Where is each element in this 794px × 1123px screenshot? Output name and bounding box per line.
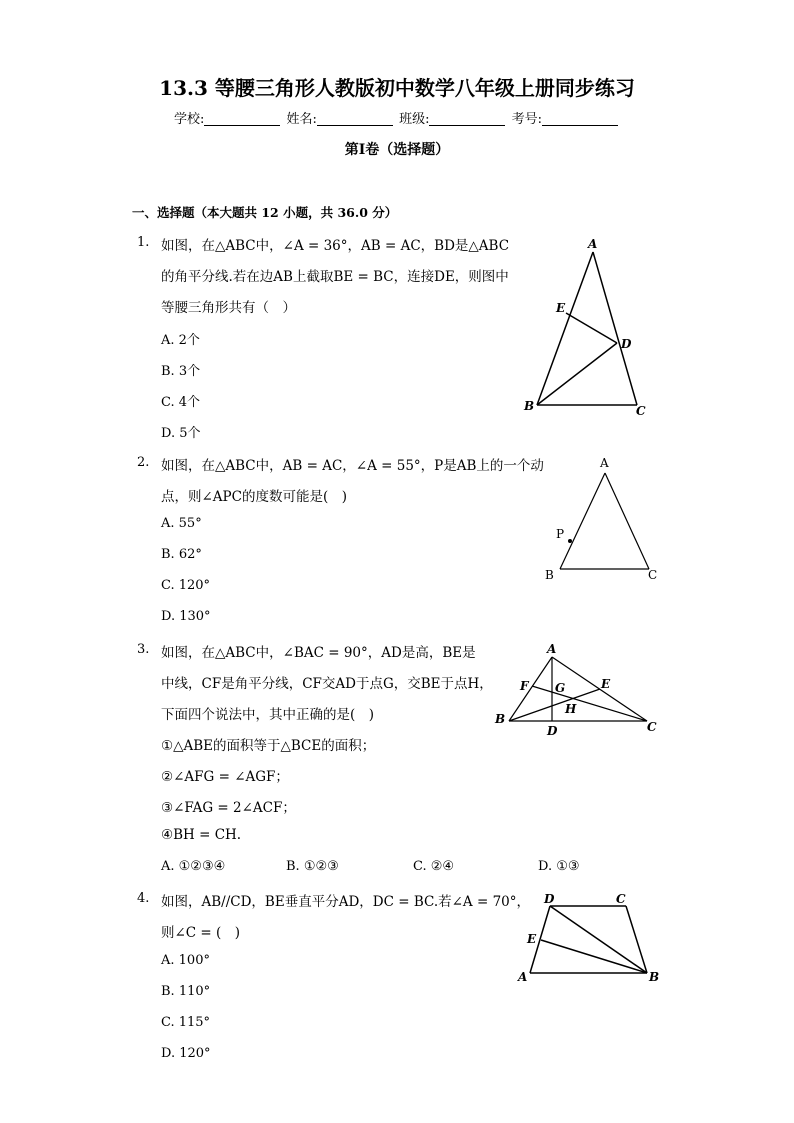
option-d[interactable]: D. 130° bbox=[161, 609, 211, 624]
option-b[interactable]: B. 110° bbox=[161, 984, 211, 999]
option-d[interactable]: D. 5个 bbox=[161, 426, 201, 441]
question-number: 3. bbox=[137, 642, 150, 657]
part-heading: 第Ⅰ卷（选择题） bbox=[344, 142, 450, 158]
option-d[interactable]: D. 120° bbox=[161, 1046, 211, 1061]
statement-4: ④BH = CH. bbox=[161, 827, 242, 843]
option-c[interactable]: C. 4个 bbox=[161, 395, 201, 410]
document-title: 13.3 等腰三角形人教版初中数学八年级上册同步练习 bbox=[159, 76, 635, 100]
option-b[interactable]: B. 62° bbox=[161, 547, 202, 562]
figure-label: A bbox=[588, 237, 598, 251]
question-text-line: 如图，在△ABC中，∠A = 36°，AB = AC，BD是△ABC bbox=[161, 238, 510, 254]
figure-label: P bbox=[556, 527, 565, 541]
figure-label: E bbox=[601, 677, 611, 691]
option-c[interactable]: C. ②④ bbox=[413, 859, 455, 874]
figure-label: D bbox=[621, 337, 632, 351]
school-blank[interactable] bbox=[204, 111, 280, 126]
question-number: 2. bbox=[137, 455, 150, 470]
question-text-line: 等腰三角形共有（ ） bbox=[161, 300, 296, 316]
figure-label: C bbox=[647, 720, 657, 734]
school-label: 学校: bbox=[174, 112, 205, 127]
option-c[interactable]: C. 120° bbox=[161, 578, 211, 593]
name-blank[interactable] bbox=[317, 111, 393, 126]
figure-label: B bbox=[495, 712, 506, 726]
statement-3: ③∠FAG = 2∠ACF； bbox=[161, 800, 296, 816]
question-text-line: 如图，在△ABC中，∠BAC = 90°，AD是高，BE是 bbox=[161, 645, 476, 661]
figure-label: B bbox=[545, 568, 554, 582]
question-text-line: 的角平分线.若在边AB上截取BE = BC，连接DE，则图中 bbox=[161, 269, 509, 285]
class-label: 班级: bbox=[399, 112, 430, 127]
figure-label: E bbox=[527, 932, 537, 946]
option-a[interactable]: A. 2个 bbox=[161, 333, 200, 348]
option-a[interactable]: A. 55° bbox=[161, 516, 202, 531]
option-a[interactable]: A. ①②③④ bbox=[161, 859, 226, 874]
figure-label: G bbox=[555, 681, 566, 695]
figure-label: B bbox=[649, 970, 660, 984]
figure-label: A bbox=[547, 642, 557, 656]
statement-1: ①△ABE的面积等于△BCE的面积； bbox=[161, 738, 376, 754]
figure-label: B bbox=[524, 399, 535, 413]
figure-label: F bbox=[520, 679, 529, 693]
option-b[interactable]: B. ①②③ bbox=[286, 859, 339, 874]
question-text-line: 点，则∠APC的度数可能是( ) bbox=[161, 489, 348, 505]
class-blank[interactable] bbox=[429, 111, 505, 126]
figure-q3 bbox=[492, 640, 662, 740]
question-text-line: 下面四个说法中，其中正确的是( ) bbox=[161, 707, 375, 723]
figure-label: D bbox=[544, 892, 555, 906]
figure-q2 bbox=[535, 452, 665, 587]
figure-label: A bbox=[600, 456, 609, 470]
figure-q4 bbox=[510, 890, 665, 990]
section-heading: 一、选择题（本大题共 12 小题，共 36.0 分） bbox=[132, 205, 398, 220]
number-blank[interactable] bbox=[542, 111, 618, 126]
figure-label: C bbox=[636, 404, 646, 418]
question-text-line: 中线，CF是角平分线，CF交AD于点G，交BE于点H， bbox=[161, 676, 493, 692]
figure-label: C bbox=[616, 892, 626, 906]
question-number: 4. bbox=[137, 891, 150, 906]
figure-label: H bbox=[565, 702, 577, 716]
number-label: 考号: bbox=[511, 112, 542, 127]
question-text-line: 则∠C = ( ) bbox=[161, 925, 241, 941]
name-label: 姓名: bbox=[286, 112, 317, 127]
option-b[interactable]: B. 3个 bbox=[161, 364, 201, 379]
figure-label: D bbox=[547, 724, 558, 738]
option-c[interactable]: C. 115° bbox=[161, 1015, 211, 1030]
question-text-line: 如图，AB//CD，BE垂直平分AD，DC = BC.若∠A = 70°， bbox=[161, 894, 531, 910]
student-info-line bbox=[0, 108, 794, 127]
figure-q1 bbox=[515, 232, 665, 422]
figure-label: C bbox=[648, 568, 658, 582]
figure-label: A bbox=[518, 970, 528, 984]
figure-label: E bbox=[556, 301, 566, 315]
question-text-line: 如图，在△ABC中，AB = AC，∠A = 55°，P是AB上的一个动 bbox=[161, 458, 544, 474]
option-a[interactable]: A. 100° bbox=[161, 953, 210, 968]
statement-2: ②∠AFG = ∠AGF； bbox=[161, 769, 289, 785]
option-d[interactable]: D. ①③ bbox=[538, 859, 580, 874]
question-number: 1. bbox=[137, 235, 150, 250]
